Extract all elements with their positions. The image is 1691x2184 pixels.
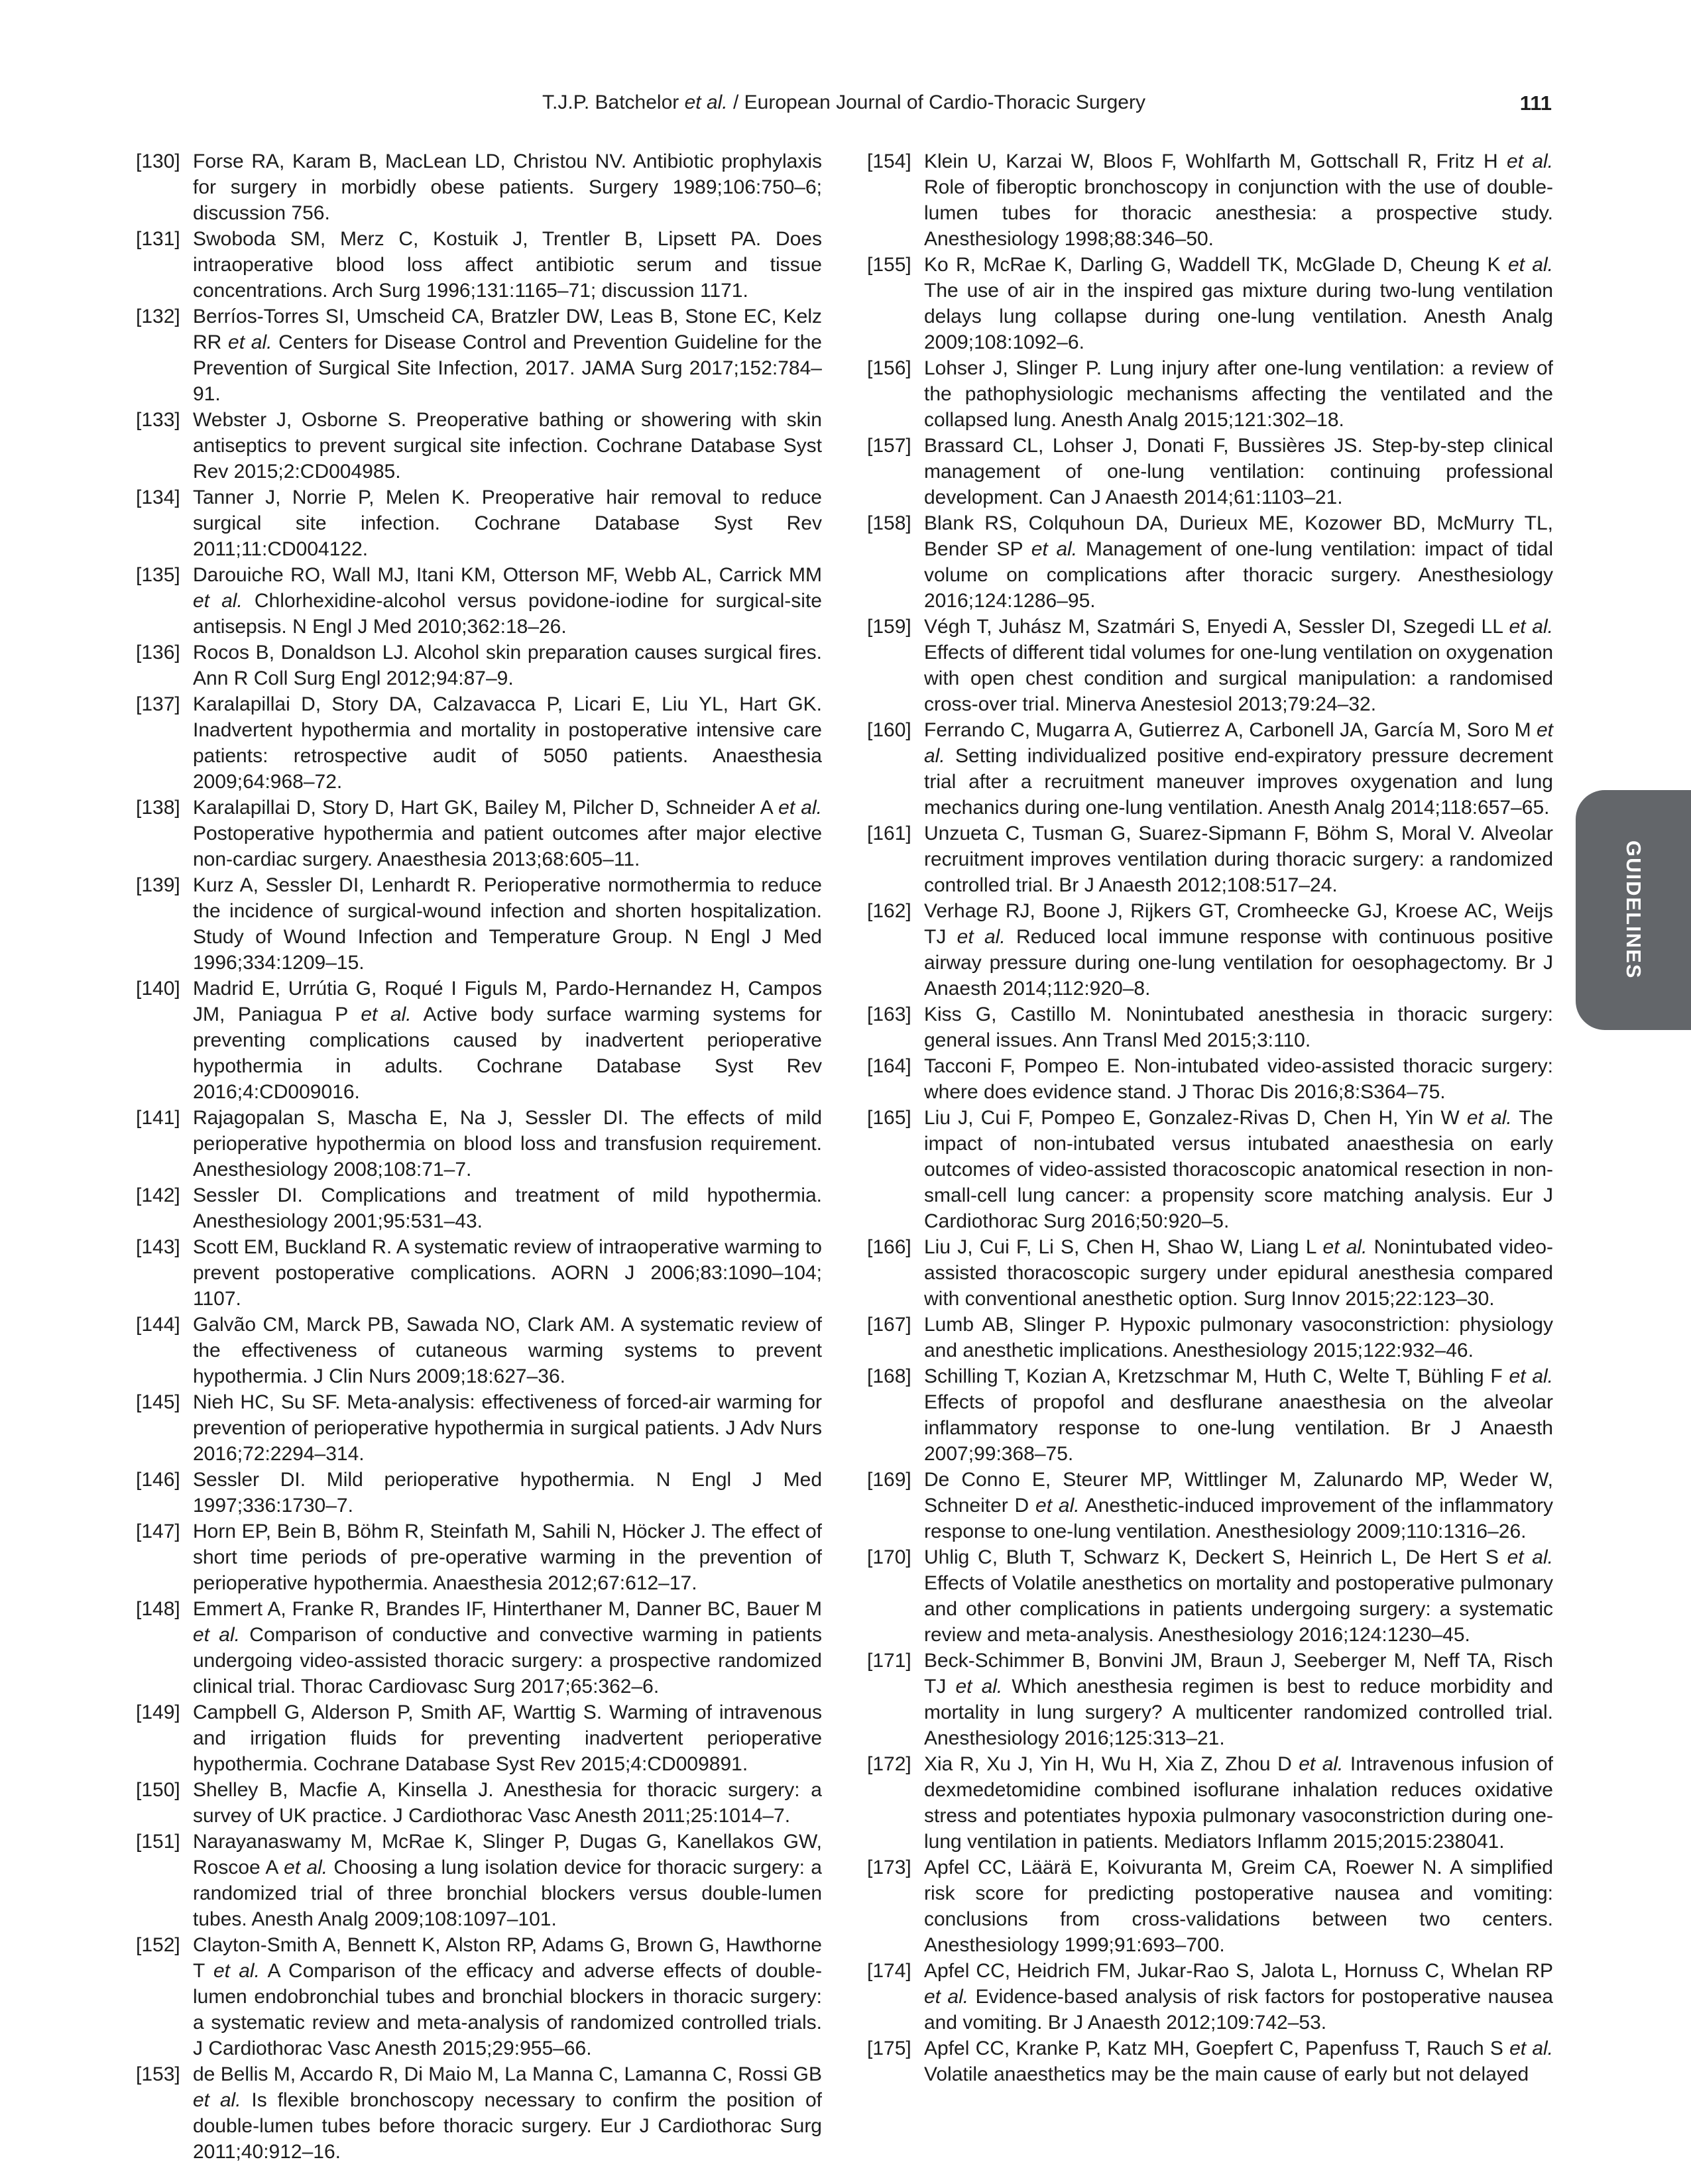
reference-text: Emmert A, Franke R, Brandes IF, Hinterthaner M, Danner BC, Bauer M et al. Comparison of conductive and convective warming in patients undergoing video-assisted thoracic surgery: a prospective randomized clinical trial. Thorac Cardiovasc Surg 2017;65:362–6.	[193, 1598, 823, 1697]
reference-entry	[867, 1467, 1553, 1544]
reference-entry	[136, 640, 822, 691]
reference-entry	[867, 1544, 1553, 1648]
reference-entry	[136, 1777, 822, 1829]
reference-text: Swoboda SM, Merz C, Kostuik J, Trentler B, Lipsett PA. Does intraoperative blood loss affect antibiotic serum and tissue concentrations. Arch Surg 1996;131:1165–71; discussion 1171.	[193, 228, 822, 302]
reference-number: [151]	[136, 1831, 180, 1853]
reference-number: [175]	[867, 2038, 911, 2059]
references-column-left	[136, 148, 822, 2165]
reference-text: Klein U, Karzai W, Bloos F, Wohlfarth M, Gottschall R, Fritz H et al. Role of fiberoptic bronchoscopy in conjunction with the use of double-lumen tubes for thoracic anesthesia: a prospective study. Anesthesiology 1998;88:346–50.	[924, 150, 1553, 250]
reference-number: [172]	[867, 1753, 911, 1775]
reference-entry	[136, 485, 822, 562]
reference-text: Horn EP, Bein B, Böhm R, Steinfath M, Sahili N, Höcker J. The effect of short time periods of pre-operative warming in the prevention of perioperative hypothermia. Anaesthesia 2012;67:612–17.	[193, 1521, 822, 1594]
reference-entry	[867, 1234, 1553, 1312]
reference-number: [159]	[867, 616, 911, 638]
reference-text: Brassard CL, Lohser J, Donati F, Bussières JS. Step-by-step clinical management of one-lung ventilation: continuing professional development. Can J Anaesth 2014;61:1103–21.	[924, 435, 1553, 508]
reference-text: Webster J, Osborne S. Preoperative bathing or showering with skin antiseptics to prevent surgical site infection. Cochrane Database Syst Rev 2015;2:CD004985.	[193, 409, 822, 483]
reference-entry	[136, 226, 822, 304]
reference-text: Beck-Schimmer B, Bonvini JM, Braun J, Seeberger M, Neff TA, Risch TJ et al. Which anesthesia regimen is best to reduce morbidity and mortality in lung surgery? A multicenter randomized controlled trial. Anesthesiology 2016;125:313–21.	[924, 1650, 1553, 1749]
reference-number: [130]	[136, 150, 180, 172]
running-title-author: T.J.P. Batchelor	[542, 91, 685, 113]
reference-entry	[867, 2036, 1553, 2087]
reference-entry	[136, 1105, 822, 1182]
reference-number: [170]	[867, 1546, 911, 1568]
reference-entry	[136, 1699, 822, 1777]
reference-text: Scott EM, Buckland R. A systematic review of intraoperative warming to prevent postoperative complications. AORN J 2006;83:1090–104; 1107.	[193, 1236, 822, 1310]
reference-number: [152]	[136, 1934, 180, 1956]
running-title-etal: et al.	[684, 91, 728, 113]
reference-entry	[136, 1182, 822, 1234]
reference-number: [141]	[136, 1107, 180, 1129]
reference-text: Ko R, McRae K, Darling G, Waddell TK, McGlade D, Cheung K et al. The use of air in the inspired gas mixture during two-lung ventilation delays lung collapse during one-lung ventilation. Anesth Analg 2009;108:1092–6.	[924, 254, 1553, 353]
reference-text: Tacconi F, Pompeo E. Non-intubated video-assisted thoracic surgery: where does evidence stand. J Thorac Dis 2016;8:S364–75.	[924, 1055, 1553, 1103]
guidelines-tab-label: GUIDELINES	[1622, 840, 1645, 980]
reference-number: [160]	[867, 719, 911, 741]
reference-entry	[867, 1053, 1553, 1105]
reference-entry	[867, 1002, 1553, 1053]
reference-number: [163]	[867, 1004, 911, 1025]
reference-text: Apfel CC, Kranke P, Katz MH, Goepfert C, Papenfuss T, Rauch S et al. Volatile anaesthetics may be the main cause of early but not delayed	[924, 2038, 1554, 2085]
reference-number: [153]	[136, 2063, 180, 2085]
reference-entry	[867, 355, 1553, 433]
reference-number: [169]	[867, 1469, 911, 1491]
references-column-right	[867, 148, 1553, 2087]
reference-number: [137]	[136, 693, 180, 715]
reference-entry	[867, 510, 1553, 614]
reference-number: [140]	[136, 978, 180, 1000]
reference-entry	[867, 1855, 1553, 1958]
reference-entry	[136, 976, 822, 1105]
reference-entry	[867, 614, 1553, 717]
reference-entry	[136, 691, 822, 795]
reference-text: Rajagopalan S, Mascha E, Na J, Sessler DI. The effects of mild perioperative hypothermia on blood loss and transfusion requirement. Anesthesiology 2008;108:71–7.	[193, 1107, 822, 1180]
reference-number: [157]	[867, 435, 911, 457]
reference-number: [173]	[867, 1857, 911, 1878]
reference-text: Forse RA, Karam B, MacLean LD, Christou NV. Antibiotic prophylaxis for surgery in morbidly obese patients. Surgery 1989;106:750–6; discussion 756.	[193, 150, 822, 224]
reference-text: Nieh HC, Su SF. Meta-analysis: effectiveness of forced-air warming for prevention of perioperative hypothermia in surgical patients. J Adv Nurs 2016;72:2294–314.	[193, 1391, 822, 1465]
reference-entry	[136, 1829, 822, 1932]
reference-number: [146]	[136, 1469, 180, 1491]
reference-text: Karalapillai D, Story D, Hart GK, Bailey M, Pilcher D, Schneider A et al. Postoperative hypothermia and patient outcomes after major elective non-cardiac surgery. Anaesthesia 2013;68:605–11.	[193, 797, 822, 870]
reference-entry	[136, 148, 822, 226]
reference-text: Sessler DI. Mild perioperative hypothermia. N Engl J Med 1997;336:1730–7.	[193, 1469, 822, 1517]
reference-number: [171]	[867, 1650, 911, 1672]
reference-entry	[867, 898, 1553, 1002]
guidelines-tab	[1576, 790, 1691, 1030]
reference-number: [135]	[136, 564, 180, 586]
reference-number: [133]	[136, 409, 180, 431]
reference-entry	[867, 433, 1553, 510]
reference-text: Liu J, Cui F, Pompeo E, Gonzalez-Rivas D, Chen H, Yin W et al. The impact of non-intubated versus intubated anaesthesia on early outcomes of video-assisted thoracoscopic anatomical resection in non-small-cell lung cancer: a propensity score matching analysis. Eur J Cardiothorac Surg 2016;50:920–5.	[924, 1107, 1553, 1232]
reference-text: Apfel CC, Heidrich FM, Jukar-Rao S, Jalota L, Hornuss C, Whelan RP et al. Evidence-based analysis of risk factors for postoperative nausea and vomiting. Br J Anaesth 2012;109:742–53.	[924, 1960, 1553, 2034]
reference-text: de Bellis M, Accardo R, Di Maio M, La Manna C, Lamanna C, Rossi GB et al. Is flexible bronchoscopy necessary to confirm the position of double-lumen tubes before thoracic surgery. Eur J Cardiothorac Surg 2011;40:912–16.	[193, 2063, 822, 2163]
running-title-journal: / European Journal of Cardio-Thoracic Surgery	[727, 91, 1145, 113]
reference-entry	[867, 1363, 1553, 1467]
reference-text: Narayanaswamy M, McRae K, Slinger P, Dugas G, Kanellakos GW, Roscoe A et al. Choosing a lung isolation device for thoracic surgery: a randomized trial of three bronchial blockers versus double-lumen tubes. Anesth Analg 2009;108:1097–101.	[193, 1831, 822, 1930]
reference-text: Uhlig C, Bluth T, Schwarz K, Deckert S, Heinrich L, De Hert S et al. Effects of Volatile anesthetics on mortality and postoperative pulmonary and other complications in patients undergoing surgery: a systematic review and meta-analysis. Anesthesiology 2016;124:1230–45.	[924, 1546, 1553, 1646]
reference-text: Karalapillai D, Story DA, Calzavacca P, Licari E, Liu YL, Hart GK. Inadvertent hypothermia and mortality in postoperative intensive care patients: retrospective audit of 5050 patients. Anaesthesia 2009;64:968–72.	[193, 693, 822, 793]
reference-number: [156]	[867, 357, 911, 379]
reference-entry	[136, 1932, 822, 2061]
reference-number: [168]	[867, 1365, 911, 1387]
reference-entry	[136, 407, 822, 485]
reference-text: Sessler DI. Complications and treatment of mild hypothermia. Anesthesiology 2001;95:531–43.	[193, 1184, 822, 1232]
running-title	[136, 91, 1552, 114]
reference-text: Madrid E, Urrútia G, Roqué I Figuls M, Pardo-Hernandez H, Campos JM, Paniagua P et al. Active body surface warming systems for preventing complications caused by inadvertent perioperative hypothermia in adults. Cochrane Database Syst Rev 2016;4:CD009016.	[193, 978, 822, 1103]
reference-number: [155]	[867, 254, 911, 276]
reference-text: Liu J, Cui F, Li S, Chen H, Shao W, Liang L et al. Nonintubated video-assisted thoracoscopic surgery under epidural anesthesia compared with conventional anesthetic option. Surg Innov 2015;22:123–30.	[924, 1236, 1553, 1310]
reference-number: [143]	[136, 1236, 180, 1258]
reference-text: Campbell G, Alderson P, Smith AF, Warttig S. Warming of intravenous and irrigation fluids for preventing inadvertent perioperative hypothermia. Cochrane Database Syst Rev 2015;4:CD009891.	[193, 1701, 822, 1775]
reference-entry	[867, 1312, 1553, 1363]
page-number: 111	[1519, 91, 1552, 115]
reference-number: [161]	[867, 823, 911, 844]
reference-number: [165]	[867, 1107, 911, 1129]
reference-text: Clayton-Smith A, Bennett K, Alston RP, Adams G, Brown G, Hawthorne T et al. A Comparison of the efficacy and adverse effects of double-lumen endobronchial tubes and bronchial blockers in thoracic surgery: a systematic review and meta-analysis of randomized controlled trials. J Cardiothorac Vasc Anesth 2015;29:955–66.	[193, 1934, 822, 2059]
reference-number: [154]	[867, 150, 911, 172]
reference-number: [132]	[136, 306, 180, 327]
reference-number: [145]	[136, 1391, 180, 1413]
reference-text: Verhage RJ, Boone J, Rijkers GT, Cromheecke GJ, Kroese AC, Weijs TJ et al. Reduced local immune response with continuous positive airway pressure during one-lung ventilation for oesophagectomy. Br J Anaesth 2014;112:920–8.	[924, 900, 1553, 1000]
reference-text: Lumb AB, Slinger P. Hypoxic pulmonary vasoconstriction: physiology and anesthetic implications. Anesthesiology 2015;122:932–46.	[924, 1314, 1553, 1361]
reference-number: [144]	[136, 1314, 180, 1336]
reference-number: [142]	[136, 1184, 180, 1206]
reference-entry	[867, 1105, 1553, 1234]
reference-number: [138]	[136, 797, 180, 819]
reference-entry	[867, 821, 1553, 898]
reference-number: [162]	[867, 900, 911, 922]
reference-entry	[867, 1958, 1553, 2036]
reference-entry	[867, 717, 1553, 821]
reference-entry	[136, 1234, 822, 1312]
reference-number: [149]	[136, 1701, 180, 1723]
reference-entry	[136, 1389, 822, 1467]
reference-text: Berríos-Torres SI, Umscheid CA, Bratzler DW, Leas B, Stone EC, Kelz RR et al. Centers for Disease Control and Prevention Guideline for the Prevention of Surgical Site Infection, 2017. JAMA Surg 2017;152:784–91.	[193, 306, 822, 405]
reference-entry	[136, 562, 822, 640]
reference-entry	[867, 1648, 1553, 1751]
reference-number: [139]	[136, 874, 180, 896]
reference-text: Kiss G, Castillo M. Nonintubated anesthesia in thoracic surgery: general issues. Ann Transl Med 2015;3:110.	[924, 1004, 1553, 1051]
reference-text: Apfel CC, Läärä E, Koivuranta M, Greim CA, Roewer N. A simplified risk score for predicting postoperative nausea and vomiting: conclusions from cross-validations between two centers. Anesthesiology 1999;91:693–700.	[924, 1857, 1553, 1956]
reference-number: [166]	[867, 1236, 911, 1258]
reference-entry	[136, 1519, 822, 1596]
reference-text: Kurz A, Sessler DI, Lenhardt R. Perioperative normothermia to reduce the incidence of surgical-wound infection and shorten hospitalization. Study of Wound Infection and Temperature Group. N Engl J Med 1996;334:1209–15.	[193, 874, 822, 974]
reference-text: Darouiche RO, Wall MJ, Itani KM, Otterson MF, Webb AL, Carrick MM et al. Chlorhexidine-alcohol versus povidone-iodine for surgical-site antisepsis. N Engl J Med 2010;362:18–26.	[193, 564, 822, 638]
reference-text: Végh T, Juhász M, Szatmári S, Enyedi A, Sessler DI, Szegedi LL et al. Effects of different tidal volumes for one-lung ventilation on oxygenation with open chest condition and surgical manipulation: a randomised cross-over trial. Minerva Anestesiol 2013;79:24–32.	[924, 616, 1553, 715]
reference-entry	[136, 304, 822, 407]
reference-text: De Conno E, Steurer MP, Wittlinger M, Zalunardo MP, Weder W, Schneiter D et al. Anesthetic-induced improvement of the inflammatory response to one-lung ventilation. Anesthesiology 2009;110:1316–26.	[924, 1469, 1553, 1542]
reference-text: Schilling T, Kozian A, Kretzschmar M, Huth C, Welte T, Bühling F et al. Effects of propofol and desflurane anaesthesia on the alveolar inflammatory response to one-lung ventilation. Br J Anaesth 2007;99:368–75.	[924, 1365, 1554, 1465]
reference-text: Lohser J, Slinger P. Lung injury after one-lung ventilation: a review of the pathophysiologic mechanisms affecting the ventilated and the collapsed lung. Anesth Analg 2015;121:302–18.	[924, 357, 1553, 431]
page-header	[136, 91, 1552, 118]
reference-number: [131]	[136, 228, 180, 250]
reference-text: Tanner J, Norrie P, Melen K. Preoperative hair removal to reduce surgical site infection. Cochrane Database Syst Rev 2011;11:CD004122.	[193, 487, 822, 560]
reference-text: Blank RS, Colquhoun DA, Durieux ME, Kozower BD, McMurry TL, Bender SP et al. Management of one-lung ventilation: impact of tidal volume on complications after thoracic surgery. Anesthesiology 2016;124:1286–95.	[924, 512, 1553, 612]
reference-number: [134]	[136, 487, 180, 508]
reference-entry	[136, 795, 822, 872]
reference-text: Rocos B, Donaldson LJ. Alcohol skin preparation causes surgical fires. Ann R Coll Surg Engl 2012;94:87–9.	[193, 642, 822, 689]
reference-text: Xia R, Xu J, Yin H, Wu H, Xia Z, Zhou D et al. Intravenous infusion of dexmedetomidine combined isoflurane inhalation reduces oxidative stress and potentiates hypoxia pulmonary vasoconstriction during one-lung ventilation in patients. Mediators Inflamm 2015;2015:238041.	[924, 1753, 1553, 1853]
reference-entry	[136, 2061, 822, 2165]
reference-number: [167]	[867, 1314, 911, 1336]
reference-number: [150]	[136, 1779, 180, 1801]
reference-number: [164]	[867, 1055, 911, 1077]
reference-text: Shelley B, Macfie A, Kinsella J. Anesthesia for thoracic surgery: a survey of UK practice. J Cardiothorac Vasc Anesth 2011;25:1014–7.	[193, 1779, 822, 1827]
reference-number: [136]	[136, 642, 180, 663]
reference-number: [174]	[867, 1960, 911, 1982]
reference-text: Ferrando C, Mugarra A, Gutierrez A, Carbonell JA, García M, Soro M et al. Setting individualized positive end-expiratory pressure decrement trial after a recruitment maneuver improves oxygenation and lung mechanics during one-lung ventilation. Anesth Analg 2014;118:657–65.	[924, 719, 1553, 819]
reference-number: [158]	[867, 512, 911, 534]
reference-entry	[867, 1751, 1553, 1855]
reference-number: [148]	[136, 1598, 180, 1620]
reference-entry	[136, 1596, 822, 1699]
reference-text: Galvão CM, Marck PB, Sawada NO, Clark AM. A systematic review of the effectiveness of cutaneous warming systems to prevent hypothermia. J Clin Nurs 2009;18:627–36.	[193, 1314, 822, 1387]
reference-entry	[867, 148, 1553, 252]
reference-entry	[136, 1312, 822, 1389]
reference-number: [147]	[136, 1521, 180, 1542]
reference-entry	[136, 1467, 822, 1519]
reference-entry	[867, 252, 1553, 355]
reference-text: Unzueta C, Tusman G, Suarez-Sipmann F, Böhm S, Moral V. Alveolar recruitment improves ventilation during thoracic surgery: a randomized controlled trial. Br J Anaesth 2012;108:517–24.	[924, 823, 1553, 896]
reference-entry	[136, 872, 822, 976]
